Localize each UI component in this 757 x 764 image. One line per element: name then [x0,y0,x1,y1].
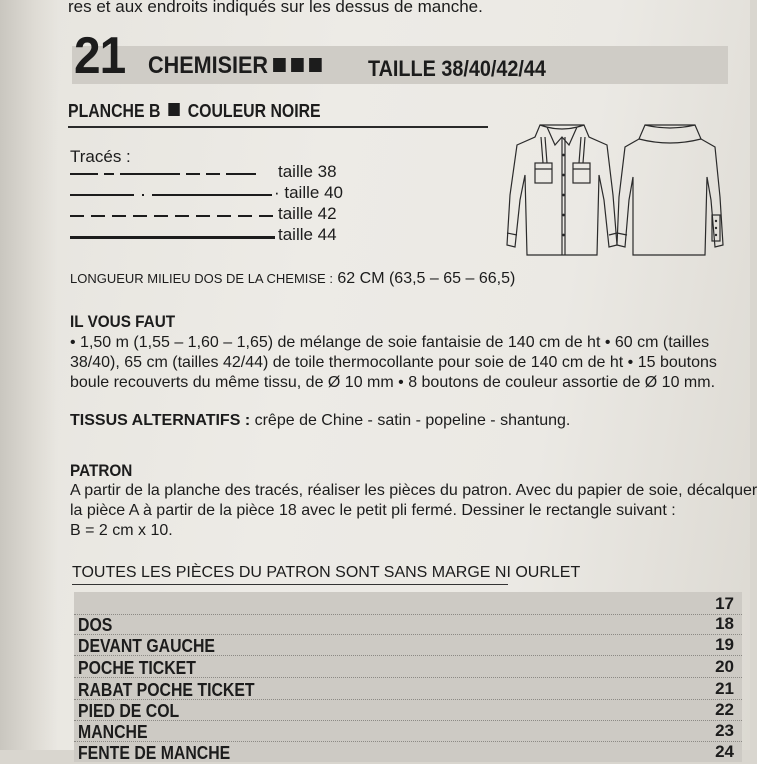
piece-name: DEVANT GAUCHE [78,636,215,656]
trace-legend-row [70,204,360,224]
piece-number: 21 [715,679,734,698]
pieces-table [74,592,742,762]
table-row [74,635,742,657]
trace-label: taille 42 [278,204,337,223]
row-dotted-rule [74,655,742,656]
piece-name: POCHE TICKET [78,658,196,678]
section-rule [68,126,488,128]
tissus-alternatifs-text: crêpe de Chine - satin - popeline - shantung. [254,412,571,429]
tissus-alternatifs-heading: TISSUS ALTERNATIFS : [70,412,251,429]
text-line: • 1,50 m (1,55 – 1,60 – 1,65) de mélange de soie fantaisie de 140 cm de ht • 60 cm (tailles [70,334,710,351]
couleur-label: COULEUR NOIRE [187,101,321,121]
traces-label: Tracés : [70,147,131,166]
piece-number: 22 [715,700,734,719]
piece-name: RABAT POCHE TICKET [78,680,255,700]
difficulty-square-icon [291,58,304,72]
piece-name: DOS [78,615,113,635]
bullet-square-icon [168,103,179,116]
text-line: la pièce A à partir de la pièce 18 avec le petit pli fermé. Dessiner le rectangle suivant : [70,502,676,519]
patron-text [70,481,757,541]
page-gutter-shadow [0,0,58,750]
trace-line-40 [70,194,275,196]
model-name [148,52,322,80]
longueur-line [70,270,515,288]
planche-line [68,101,321,122]
longueur-label: LONGUEUR MILIEU DOS DE LA CHEMISE : [70,271,333,286]
model-number: 21 [74,27,126,85]
il-vous-faut-text [70,333,740,393]
table-row [74,721,742,743]
difficulty-square-icon [309,58,322,72]
trace-line-42 [70,215,275,217]
table-row [74,700,742,722]
table-row [74,742,742,764]
trace-label: taille 38 [278,162,337,181]
table-row [74,657,742,679]
piece-name: PIED DE COL [78,701,180,721]
model-name-text: CHEMISIER [148,52,269,79]
trace-line-38 [70,173,275,175]
table-row [74,614,742,636]
piece-name: MANCHE [78,722,148,742]
trace-label: · taille 40 [274,183,343,202]
trace-legend-row [70,183,360,203]
piece-name: FENTE DE MANCHE [78,743,231,763]
trace-label: taille 44 [278,225,337,244]
longueur-value: 62 CM (63,5 – 65 – 66,5) [337,270,516,287]
text-line: A partir de la planche des tracés, réaliser les pièces du patron. Avec du papier de soie, décalquer [70,482,757,499]
table-row [74,679,742,701]
pieces-rule [72,584,508,585]
il-vous-faut-heading: IL VOUS FAUT [70,312,176,331]
text-line: boule recouverts du même tissu, de Ø 10 mm • 8 boutons de couleur assortie de Ø 10 mm. [70,374,716,391]
previous-instructions-text: res et aux endroits indiqués sur les dessus de manche. [68,0,483,16]
planche-label: PLANCHE B [68,101,161,121]
piece-number: 18 [715,614,734,633]
piece-number: 17 [715,594,734,613]
text-line: B = 2 cm x 10. [70,522,173,539]
model-sizes: TAILLE 38/40/42/44 [368,56,546,81]
trace-legend-row [70,225,360,245]
text-line: 38/40), 65 cm (tailles 42/44) de toile thermocollante pour soie de 140 cm de ht • 15 boutons [70,354,717,371]
piece-number: 20 [715,657,734,676]
table-row [74,594,742,616]
pieces-heading: TOUTES LES PIÈCES DU PATRON SONT SANS MARGE NI OURLET [72,564,581,581]
trace-line-44 [70,236,275,239]
piece-number: 23 [715,721,734,740]
tissus-alternatifs-line [70,412,570,430]
difficulty-square-icon [273,58,286,72]
piece-number: 24 [715,742,734,761]
piece-number: 19 [715,635,734,654]
row-dotted-rule [74,677,742,678]
trace-legend-row [70,162,360,182]
patron-heading: PATRON [70,461,133,480]
blouse-sketch-illustration [505,115,740,265]
